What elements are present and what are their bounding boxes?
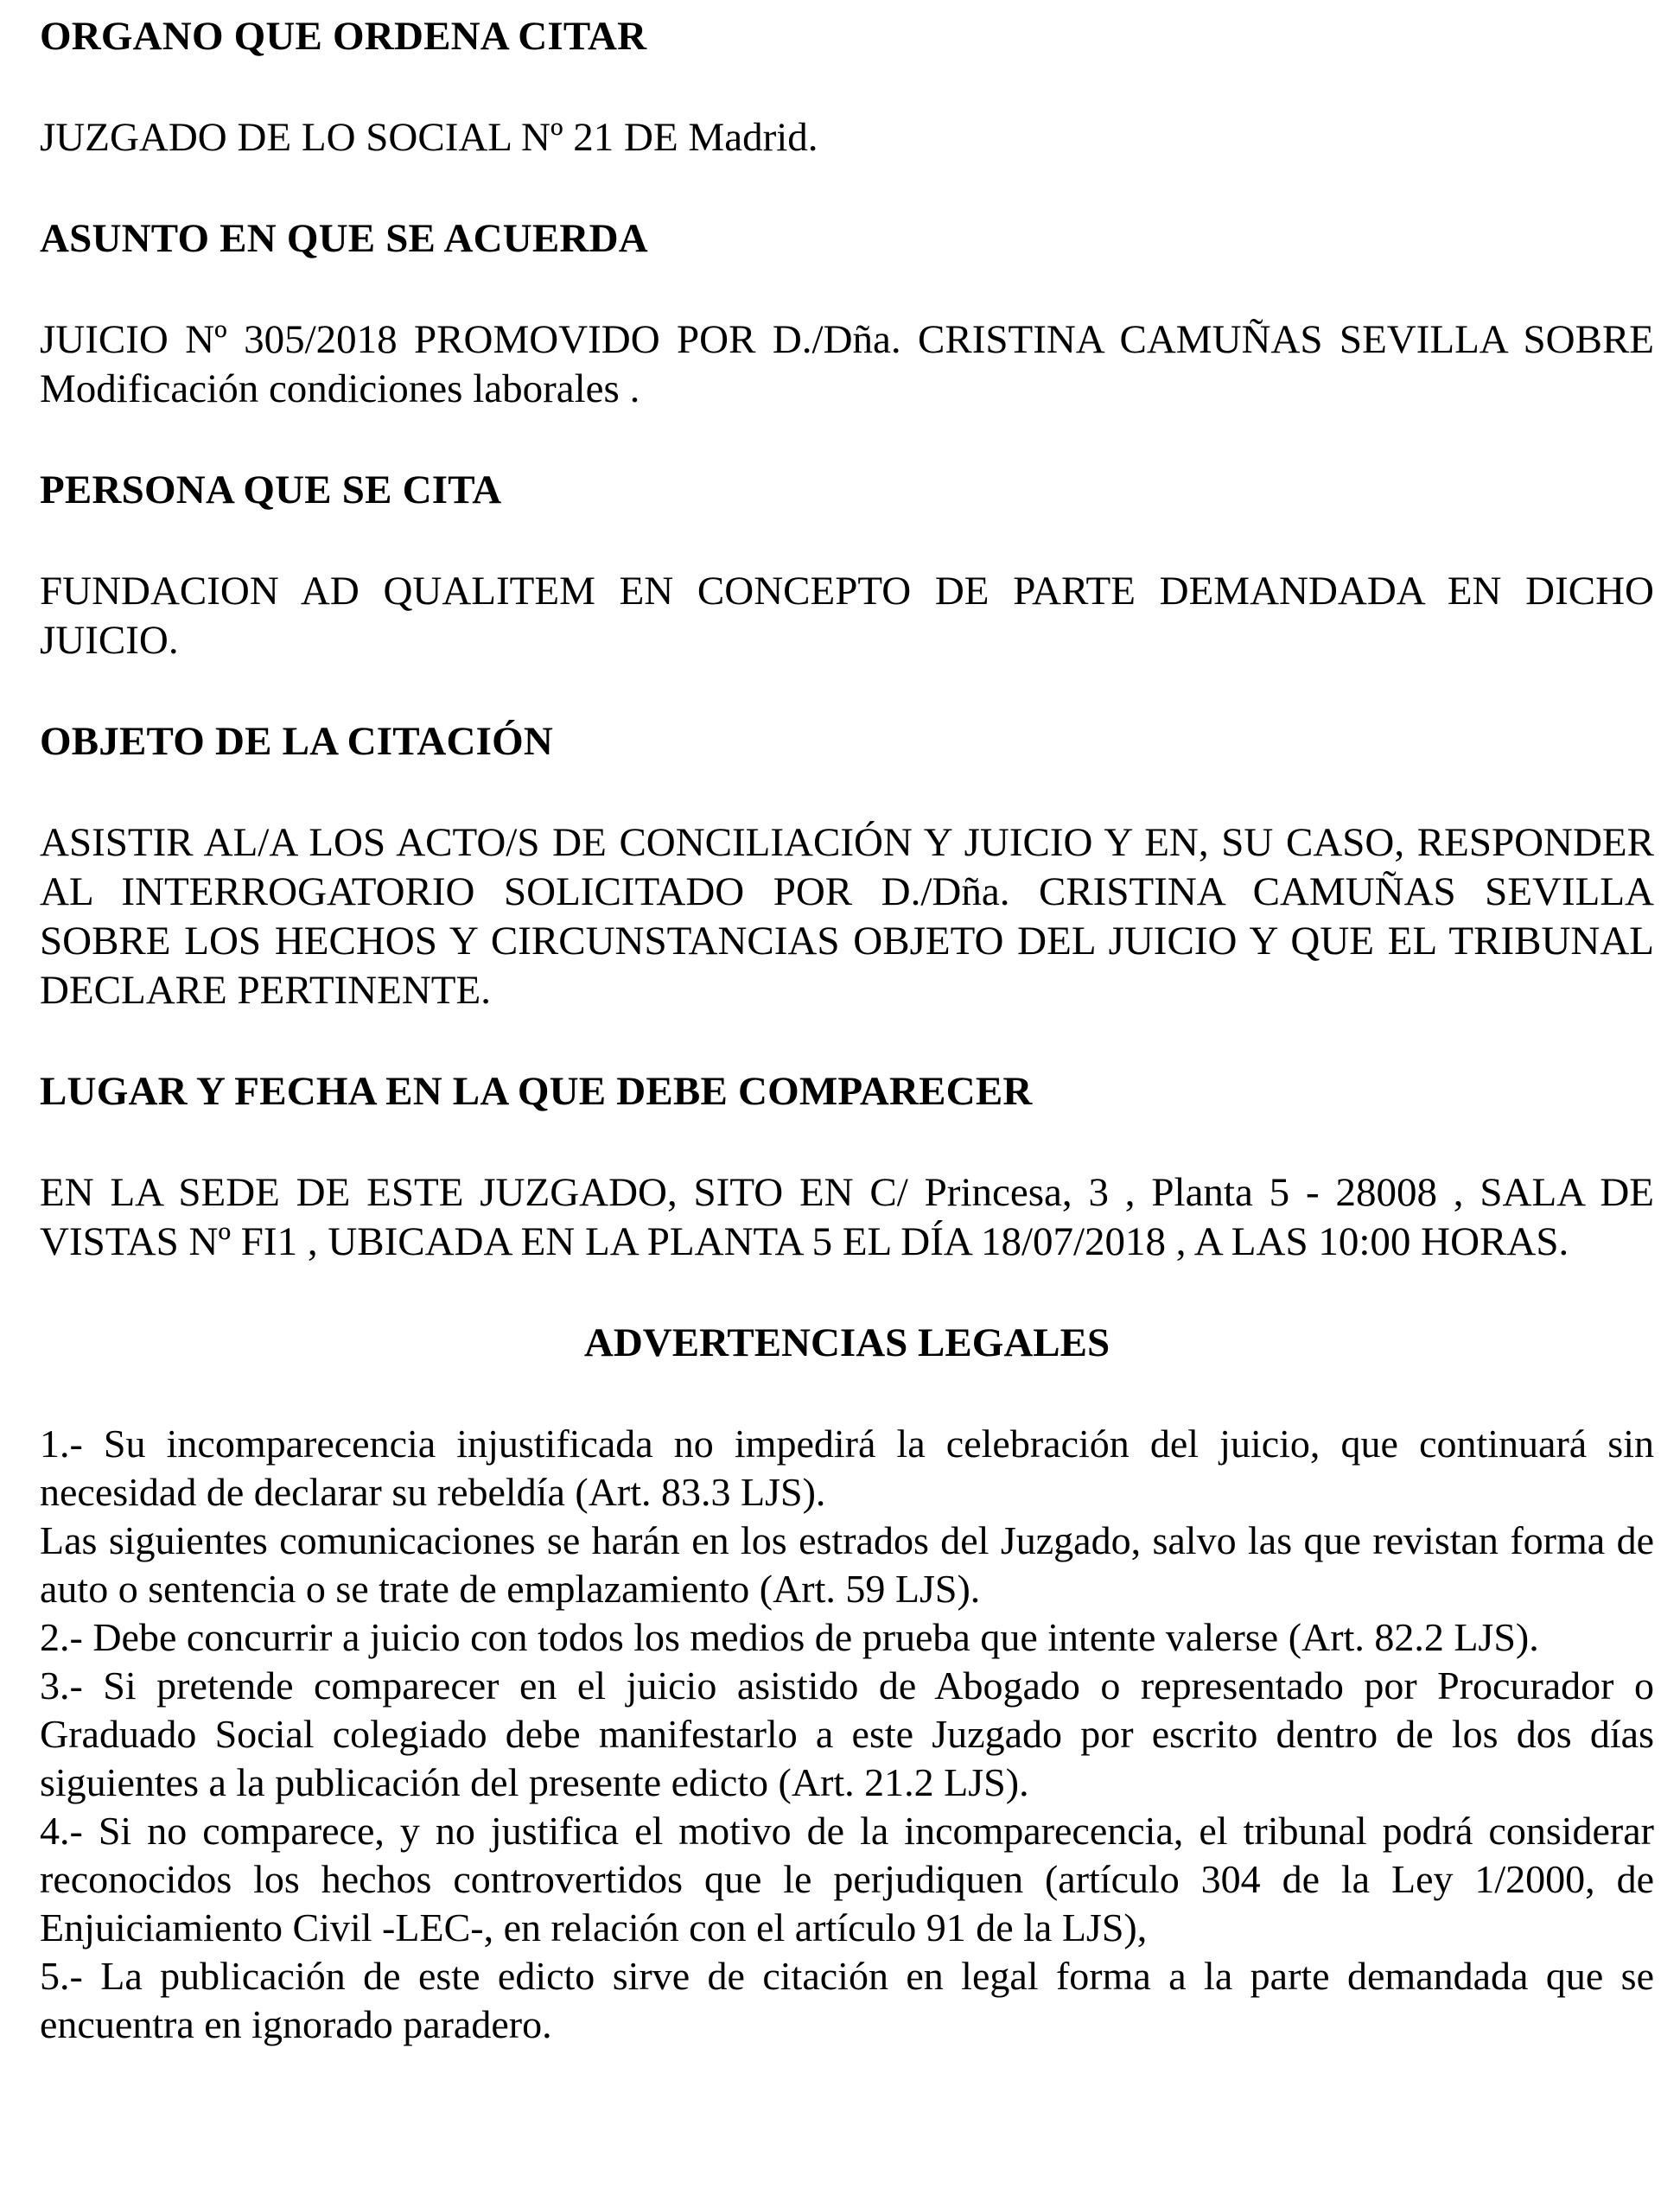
section-body-asunto: JUICIO Nº 305/2018 PROMOVIDO POR D./Dña. CRISTINA CAMUÑAS SEVILLA SOBRE Modificación condiciones laborales . [40, 317, 1654, 411]
section-body-persona: FUNDACION AD QUALITEM EN CONCEPTO DE PARTE DEMANDADA EN DICHO JUICIO. [40, 569, 1654, 663]
section-body-objeto: ASISTIR AL/A LOS ACTO/S DE CONCILIACIÓN Y JUICIO Y EN, SU CASO, RESPONDER AL INTERROGATORIO SOLICITADO POR D./Dña. CRISTINA CAMUÑAS SEVILLA SOBRE LOS HECHOS Y CIRCUNSTANCIAS OBJETO DEL JUICIO Y QUE EL TRIBUNAL DECLARE PERTINENTE. [40, 820, 1654, 1013]
legal-item: 2.- Debe concurrir a juicio con todos los medios de prueba que intente valerse (Art. 82.2 LJS). [40, 1615, 1539, 1659]
section-heading-objeto: OBJETO DE LA CITACIÓN [40, 719, 554, 764]
section-heading-organo: ORGANO QUE ORDENA CITAR [40, 14, 647, 59]
legal-items [40, 1420, 1654, 2049]
legal-item: Las siguientes comunicaciones se harán en los estrados del Juzgado, salvo las que revistan forma de auto o sentencia o se trate de emplazamiento (Art. 59 LJS). [40, 1518, 1654, 1611]
legal-item: 3.- Si pretende comparecer en el juicio asistido de Abogado o representado por Procurador o Graduado Social colegiado debe manifestarlo a este Juzgado por escrito dentro de los dos días siguientes a la publicación del presente edicto (Art. 21.2 LJS). [40, 1663, 1654, 1804]
legal-item: 4.- Si no comparece, y no justifica el motivo de la incomparecencia, el tribunal podrá considerar reconocidos los hechos controvertidos que le perjudiquen (artículo 304 de la Ley 1/2000, de Enjuiciamiento Civil -LEC-, en relación con el artículo 91 de la LJS), [40, 1809, 1654, 1949]
section-heading-lugar: LUGAR Y FECHA EN LA QUE DEBE COMPARECER [40, 1069, 1033, 1114]
section-heading-persona: PERSONA QUE SE CITA [40, 467, 502, 512]
section-heading-asunto: ASUNTO EN QUE SE ACUERDA [40, 216, 648, 261]
legal-title: ADVERTENCIAS LEGALES [583, 1320, 1110, 1365]
legal-item: 1.- Su incomparecencia injustificada no impedirá la celebración del juicio, que continuará sin necesidad de declarar su rebeldía (Art. 83.3 LJS). [40, 1422, 1654, 1514]
section-body-lugar: EN LA SEDE DE ESTE JUZGADO, SITO EN C/ Princesa, 3 , Planta 5 - 28008 , SALA DE VISTAS Nº FI1 , UBICADA EN LA PLANTA 5 EL DÍA 18/07/2018 , A LAS 10:00 HORAS. [40, 1170, 1654, 1264]
legal-item: 5.- La publicación de este edicto sirve de citación en legal forma a la parte demandada que se encuentra en ignorado paradero. [40, 1954, 1654, 2046]
section-body-organo: JUZGADO DE LO SOCIAL Nº 21 DE Madrid. [40, 115, 818, 160]
document-page [40, 12, 1654, 2049]
